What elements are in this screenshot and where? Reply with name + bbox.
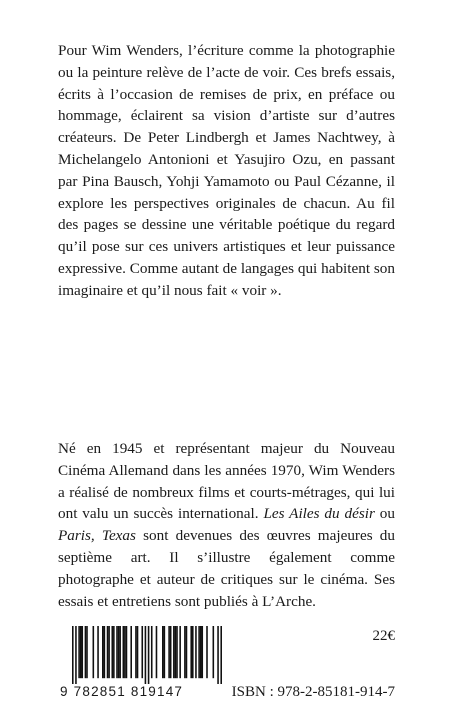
barcode-bar [220,626,222,684]
barcode-bar [97,626,99,678]
barcode-bar [116,626,118,678]
biography-text-end: sont devenues des œuvres majeures du septième art. Il s’illustre également comme photographe et auteur de critiques sur le cinéma. Ses essais et entretiens sont publiés à L’Arche. [58,527,395,610]
price: 22€ [372,628,395,644]
barcode-bar [176,626,178,678]
barcode-bar [198,626,200,678]
barcode-bar [113,626,115,678]
barcode-bar [118,626,120,678]
film-title-paris-texas: Paris, Texas [58,527,136,545]
barcode-bar [162,626,164,678]
barcode-bar [201,626,203,678]
barcode-bar [156,626,158,678]
barcode-bar [85,626,87,678]
barcode-bars [72,626,222,684]
barcode-bar [108,626,110,678]
barcode-bar [184,626,186,678]
barcode-bar [86,626,88,678]
barcode-bar [175,626,177,678]
barcode-bar [217,626,219,684]
barcode-bar [124,626,126,678]
barcode-bar [164,626,166,678]
barcode-bar [111,626,113,678]
barcode-bar [170,626,172,678]
barcode-bar [190,626,192,678]
barcode-bar [135,626,137,678]
barcode [60,626,225,706]
barcode-bar [200,626,202,678]
barcode-bar [107,626,109,678]
book-description [58,40,395,302]
barcode-bar [192,626,194,678]
biography-text-start: Né en 1945 et représentant majeur du Nouveau Cinéma Allemand dans les années 1970, Wim Wenders a réalisé de nombreux films et courts-métrages, qui lui ont valu un succès international. [58,440,395,523]
barcode-bar [179,626,181,678]
film-title-wings-of-desire: Les Ailes du désir [263,505,375,523]
barcode-bar [126,626,128,678]
barcode-bar [81,626,83,678]
barcode-bar [186,626,188,678]
barcode-bar [93,626,95,678]
barcode-bar [80,626,82,678]
barcode-bar [151,626,153,678]
barcode-bar [130,626,132,678]
author-biography [58,438,395,612]
barcode-bar [102,626,104,678]
barcode-bar [119,626,121,678]
barcode-bar [141,626,143,678]
barcode-bar [137,626,139,678]
barcode-bar [123,626,125,678]
barcode-bar [78,626,80,678]
barcode-bar [104,626,106,678]
barcode-bar [206,626,208,678]
barcode-bar [75,626,77,684]
isbn: ISBN : 978-2-85181-914-7 [231,684,395,700]
biography-connector: ou [374,505,395,523]
barcode-bar [213,626,215,678]
barcode-bar [168,626,170,678]
book-description-text: Pour Wim Wenders, l’écriture comme la photographie ou la peinture relève de l’acte de voir. Ces brefs essais, écrits à l’occasion de remises de prix, en préface ou hommage, éclairent sa vision d’artiste sur d’autres créateurs. De Peter Lindbergh et James Nachtwey, à Michelangelo Antonioni et Yasujiro Ozu, en passant par Pina Bausch, Yohji Yamamoto ou Paul Cézanne, il explore les perspectives originales de chacun. Au fil des pages se dessine une véritable poétique du regard qu’il pose sur ces univers artistiques et leur puissance expressive. Comme autant de langages qui habitent son imaginaire et qu’il nous fait « voir ». [58,42,395,299]
barcode-digits: 9 782851 819147 [60,684,184,699]
barcode-bar [195,626,197,678]
barcode-bar [173,626,175,678]
barcode-bar [145,626,147,684]
barcode-bar [72,626,74,684]
barcode-bar [148,626,150,684]
